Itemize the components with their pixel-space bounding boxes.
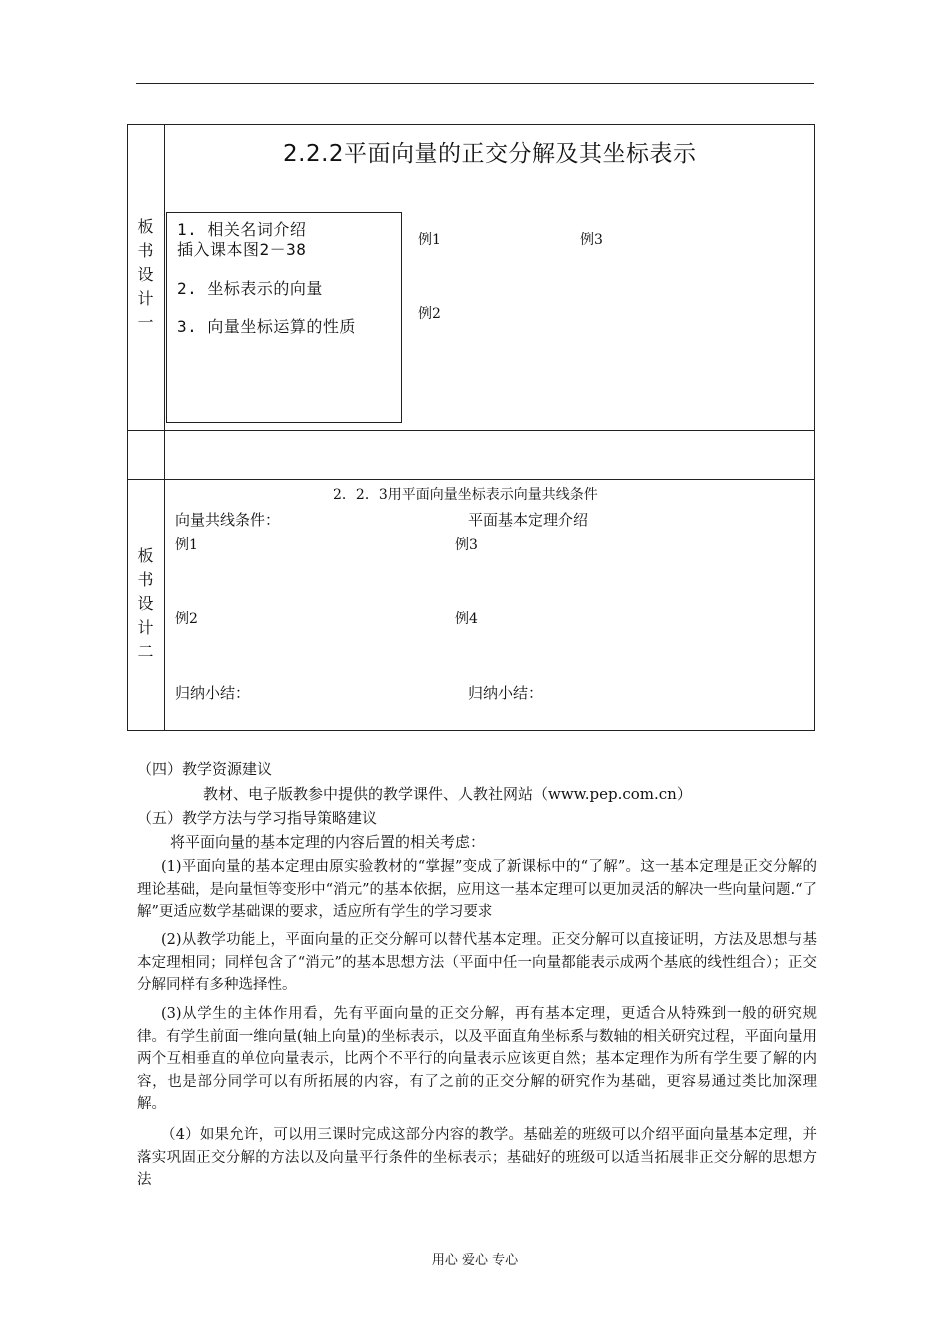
side-char: 板: [137, 546, 154, 565]
board-one-title: 2.2.2平面向量的正交分解及其坐标表示: [283, 141, 697, 167]
board-one-side-label: [127, 215, 164, 335]
side-char: 设: [137, 594, 154, 613]
board-two-summary-right: 归纳小结：: [468, 684, 544, 702]
board-two-summary-left: 归纳小结：: [175, 684, 251, 702]
board-one-example-1: 例1: [418, 232, 441, 248]
side-char: 板: [137, 217, 154, 236]
table-column-divider: [164, 124, 165, 731]
side-char: 二: [137, 642, 154, 661]
table-row-divider-2: [127, 479, 815, 480]
board-two-right-heading: 平面基本定理介绍: [468, 511, 589, 529]
board-two-left-heading: 向量共线条件：: [175, 511, 281, 529]
side-char: 书: [137, 241, 154, 260]
side-char: 书: [137, 570, 154, 589]
board-two-side-label: [127, 544, 164, 664]
section-4-text: 教材、电子版教参中提供的教学课件、人教社网站（www.pep.com.cn）: [203, 785, 692, 803]
board-two-example-2: 例2: [175, 611, 198, 627]
section-5-intro: 将平面向量的基本定理的内容后置的相关考虑：: [170, 833, 486, 851]
outline-item-1-sub: 插入课本图2－38: [177, 240, 307, 259]
board-one-example-3: 例3: [580, 232, 603, 248]
board-two-example-3: 例3: [455, 537, 478, 553]
paragraph-4: （4）如果允许，可以用三课时完成这部分内容的教学。基础差的班级可以介绍平面向量基本定理，并落实巩固正交分解的方法以及向量平行条件的坐标表示；基础好的班级可以适当拓展非正交分解的思想方法: [137, 1127, 817, 1188]
paragraph-2: (2)从教学功能上，平面向量的正交分解可以替代基本定理。正交分解可以直接证明，方法及思想与基本定理相同；同样包含了“消元”的基本思想方法（平面中任一向量都能表示成两个基底的线性组合）；正交分解同样有多种选择性。: [137, 932, 817, 993]
paragraph-1: (1)平面向量的基本定理由原实验教材的“掌握”变成了新课标中的“了解”。这一基本定理是正交分解的理论基础，是向量恒等变形中“消元”的基本依据，应用这一基本定理可以更加灵活的解决一些向量问题.“了解”更适应数学基础课的要求，适应所有学生的学习要求: [137, 859, 817, 920]
paragraph-3: (3)从学生的主体作用看，先有平面向量的正交分解，再有基本定理，更适合从特殊到一般的研究规律。有学生前面一维向量(轴上向量)的坐标表示，以及平面直角坐标系与数轴的相关研究过程，平面向量用两个互相垂直的单位向量表示，比两个不平行的向量表示应该更自然；基本定理作为所有学生要了解的内容，也是部分同学可以有所拓展的内容，有了之前的正交分解的研究作为基础，更容易通过类比加深理解。: [137, 1006, 817, 1112]
header-rule: [136, 83, 814, 84]
side-char: 设: [137, 265, 154, 284]
outline-item-2: 2. 坐标表示的向量: [177, 279, 323, 298]
outline-item-3: 3. 向量坐标运算的性质: [177, 317, 356, 336]
side-char: 计: [137, 289, 154, 308]
board-one-example-2: 例2: [418, 306, 441, 322]
section-4-heading: （四）教学资源建议: [137, 760, 273, 778]
table-row-divider-1: [127, 430, 815, 431]
section-5-heading: （五）教学方法与学习指导策略建议: [137, 809, 378, 827]
outline-item-1: 1. 相关名词介绍: [177, 220, 307, 239]
board-two-example-4: 例4: [455, 611, 478, 627]
board-two-example-1: 例1: [175, 537, 198, 553]
page-footer: 用心 爱心 专心: [431, 1253, 519, 1268]
board-two-title: 2．2．3用平面向量坐标表示向量共线条件: [333, 487, 598, 503]
side-char: 计: [137, 618, 154, 637]
side-char: 一: [137, 313, 154, 332]
